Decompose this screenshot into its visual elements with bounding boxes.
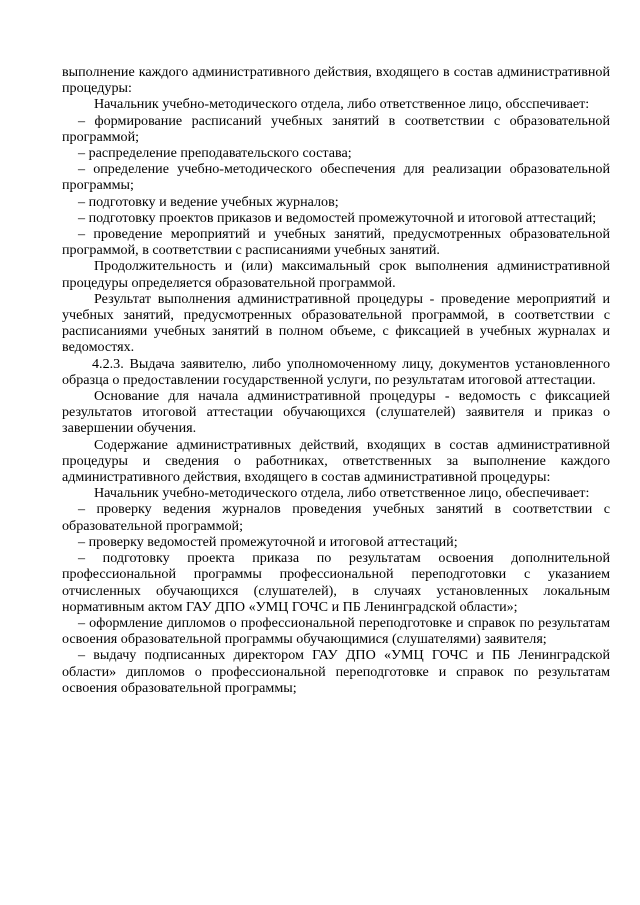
- list-item: – проведение мероприятий и учебных занятий, предусмотренных образовательной программой, в соответствии с расписаниями учебных занятий.: [62, 226, 610, 259]
- list-item: – подготовку проектов приказов и ведомостей промежуточной и итоговой аттестаций;: [78, 209, 597, 226]
- list-item: – подготовку проекта приказа по результатам освоения дополнительной профессиональной программы профессиональной переподготовки с указанием отчисленных обучающихся (слушателей), в случаях установленных локальным нормативным актом ГАУ ДПО «УМЦ ГОЧС и ПБ Ленинградской области»;: [62, 550, 610, 615]
- paragraph: Продолжительность и (или) максимальный срок выполнения административной процедуры определяется образовательной программой.: [62, 258, 610, 291]
- list-item: – проверку ведения журналов проведения учебных занятий в соответствии с образовательной программой;: [62, 501, 610, 534]
- list-item: – проверку ведомостей промежуточной и итоговой аттестаций;: [78, 533, 458, 550]
- list-item: – оформление дипломов о профессиональной переподготовке и справок по результатам освоения образовательной программы обучающимися (слушателями) заявителя;: [62, 614, 610, 648]
- list-item: – определение учебно-методического обеспечения для реализации образовательной программы;: [62, 161, 610, 194]
- paragraph: Начальник учебно-методического отдела, либо ответственное лицо, обсспечивает:: [94, 96, 590, 113]
- list-item: – выдачу подписанных директором ГАУ ДПО «УМЦ ГОЧС и ПБ Ленинградской области» дипломов о профессиональной переподготовке и справок по результатам освоения образовательной программы;: [62, 647, 610, 696]
- list-item: – распределение преподавательского состава;: [78, 145, 352, 162]
- section-heading-paragraph: 4.2.3. Выдача заявителю, либо уполномоченному лицу, документов установленного образца о предоставлении государственной услуги, по результатам итоговой аттестации.: [62, 355, 610, 388]
- paragraph: Начальник учебно-методического отдела, либо ответственное лицо, обеспечивает:: [94, 485, 590, 502]
- paragraph: Содержание административных действий, входящих в состав административной процедуры и сведения о работниках, ответственных за выполнение каждого административного действия, входящего в состав административной процедуры:: [62, 436, 610, 486]
- list-item: – формирование расписаний учебных занятий в соответствии с образовательной программой;: [62, 112, 610, 145]
- paragraph: Основание для начала административной процедуры - ведомость с фиксацией результатов итоговой аттестации обучающихся (слушателей) заявителя и приказ о завершении обучения.: [62, 388, 610, 437]
- paragraph: Результат выполнения административной процедуры - проведение мероприятий и учебных занятий, предусмотренных образовательной программой, в соответствии с расписаниями учебных занятий в полном объеме, с фиксацией в учебных журналах и ведомостях.: [62, 290, 610, 356]
- list-item: – подготовку и ведение учебных журналов;: [78, 193, 339, 210]
- paragraph: выполнение каждого административного действия, входящего в состав административной процедуры:: [62, 64, 610, 97]
